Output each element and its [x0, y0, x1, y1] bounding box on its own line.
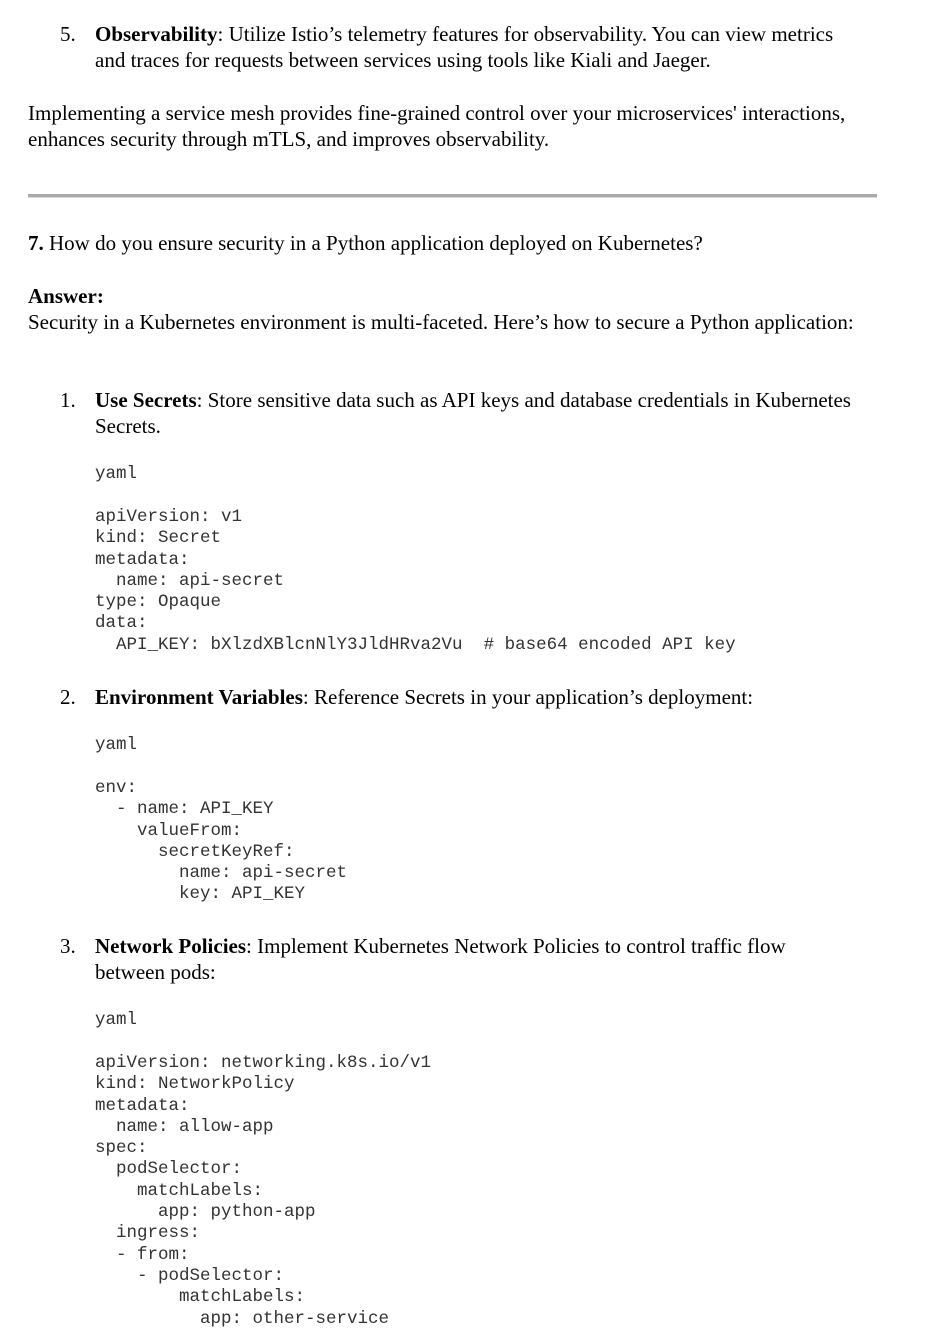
code-language-label: yaml	[95, 1010, 138, 1030]
list-item-text: : Store sensitive data such as API keys and database credentials in Kubernetes Secrets.	[95, 388, 851, 438]
list-item-title: Observability	[95, 22, 218, 46]
code-block-secret: apiVersion: v1 kind: Secret metadata: name: api-secret type: Opaque data: API_KEY: bXlzdXBlcnNlY3JldHRva2Vu # base64 encoded API key	[95, 507, 736, 655]
question-number: 7.	[28, 231, 44, 255]
code-block-network-policy: apiVersion: networking.k8s.io/v1 kind: NetworkPolicy metadata: name: allow-app spec: podSelector: matchLabels: app: python-app ingress: - from: - podSelector: matchLabels: app: other-service	[95, 1053, 432, 1329]
code-language-label: yaml	[95, 735, 138, 755]
list-item-text: : Utilize Istio’s telemetry features for observability. You can view metrics and traces for requests between services using tools like Kiali and Jaeger.	[95, 22, 834, 72]
list-item-title: Use Secrets	[95, 388, 197, 412]
question-text: How do you ensure security in a Python application deployed on Kubernetes?	[43, 231, 703, 255]
list-number: 2.	[60, 685, 76, 709]
list-item-title: Network Policies	[95, 934, 247, 958]
list-item-body	[95, 933, 855, 985]
list-item-body	[95, 21, 855, 73]
list-item-title: Environment Variables	[95, 685, 303, 709]
answer-block	[28, 283, 868, 335]
answer-label: Answer:	[28, 284, 104, 308]
list-number: 1.	[60, 388, 76, 412]
list-item-text: : Reference Secrets in your application’s deployment:	[302, 685, 754, 709]
answer-intro: Security in a Kubernetes environment is multi-faceted. Here’s how to secure a Python application:	[28, 310, 854, 334]
list-item-body	[95, 387, 855, 439]
code-block-env: env: - name: API_KEY valueFrom: secretKeyRef: name: api-secret key: API_KEY	[95, 778, 348, 905]
list-number: 5.	[60, 22, 76, 46]
list-item-body	[95, 684, 855, 710]
list-number: 3.	[60, 934, 76, 958]
horizontal-divider	[28, 194, 877, 198]
summary-paragraph: Implementing a service mesh provides fine-grained control over your microservices' interactions, enhances security through mTLS, and improves observability.	[28, 101, 846, 151]
code-language-label: yaml	[95, 464, 138, 484]
question-heading	[28, 230, 703, 256]
list-item-text: : Implement Kubernetes Network Policies to control traffic flow between pods:	[95, 934, 786, 984]
